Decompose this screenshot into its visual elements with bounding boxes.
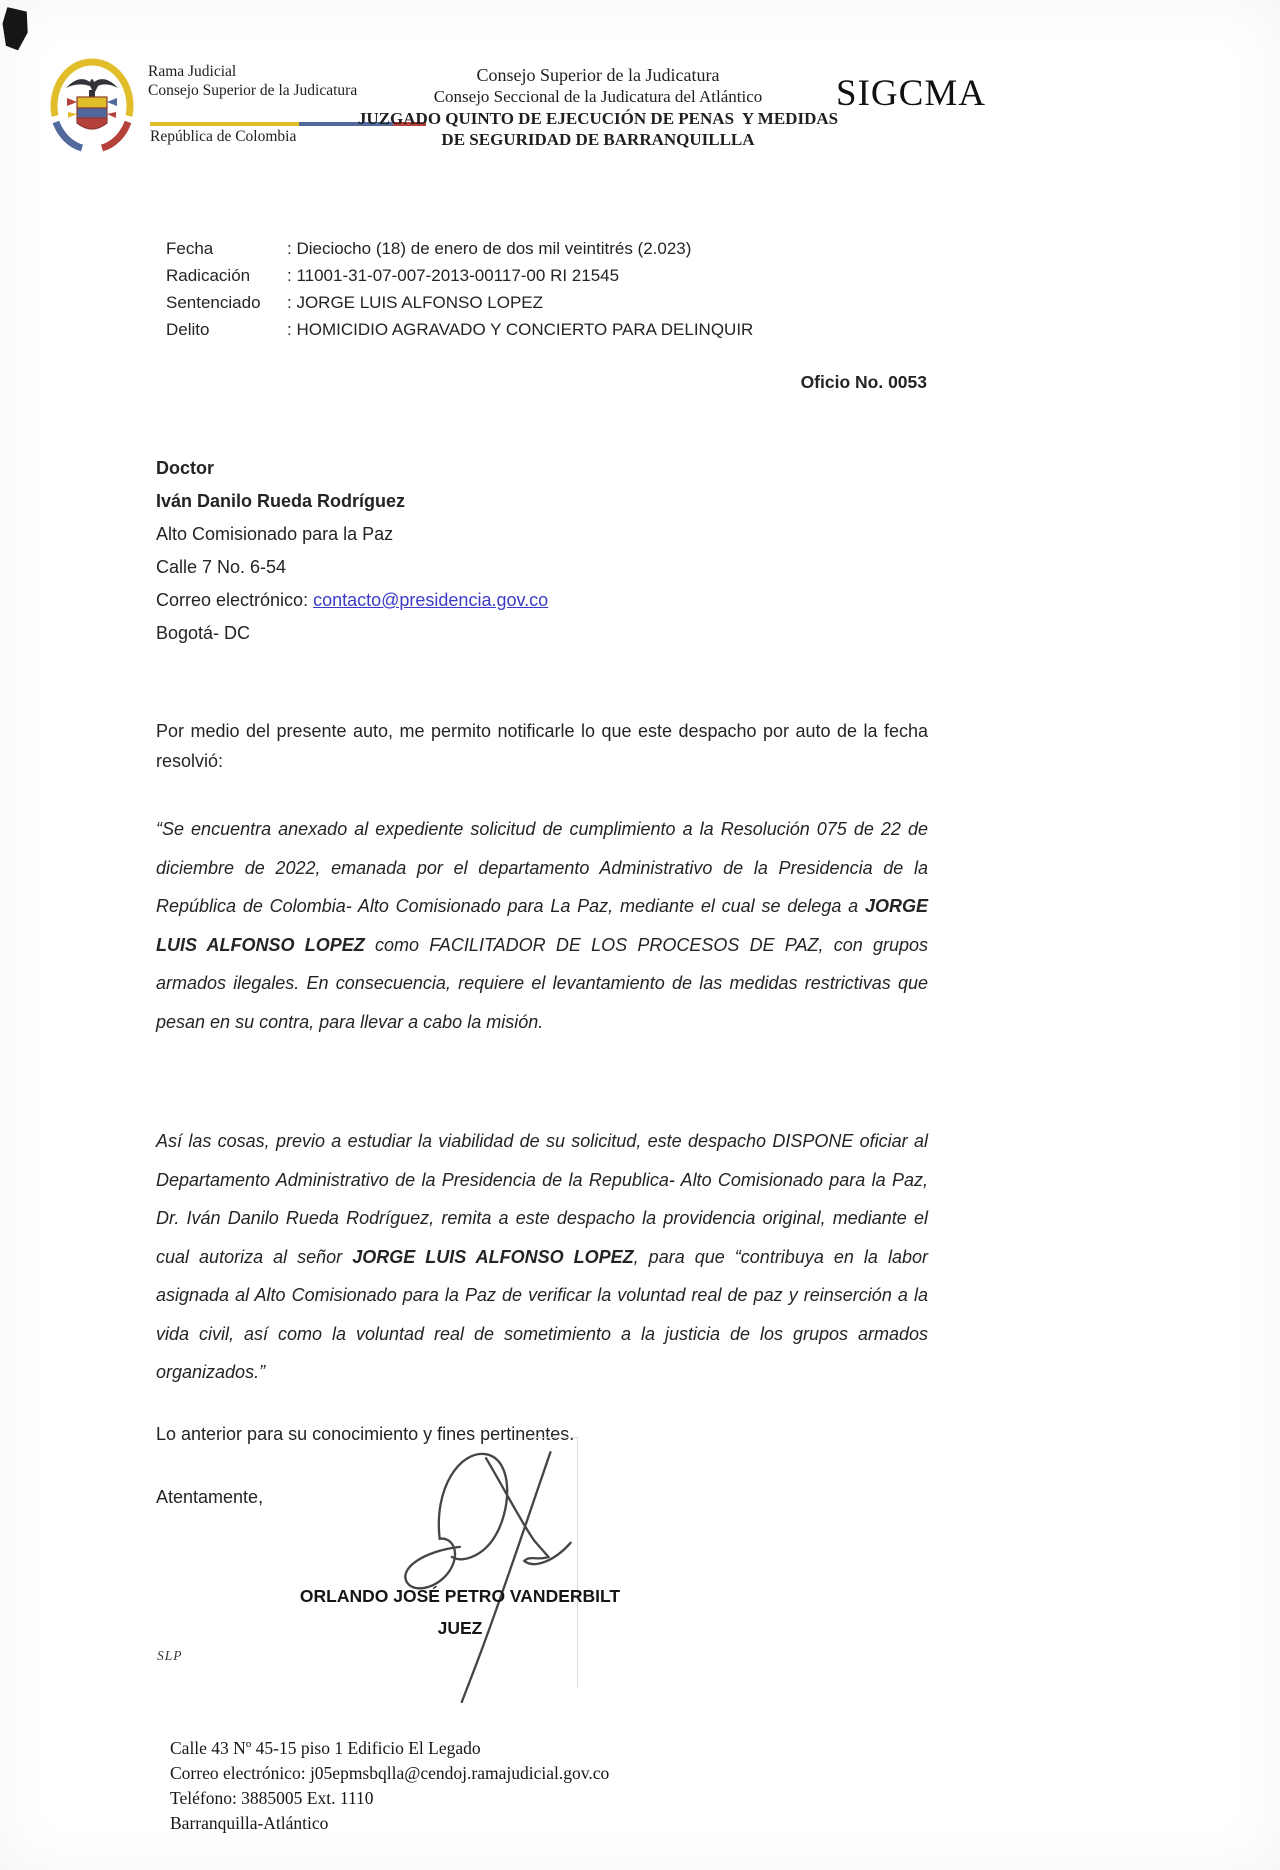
meta-row-radicacion [166, 262, 753, 289]
recipient-salutation: Doctor [156, 458, 214, 478]
header-center-court [352, 64, 844, 150]
meta-label: Radicación [166, 266, 251, 285]
header-left-institution [148, 62, 357, 100]
signer-title: JUEZ [437, 1618, 483, 1638]
clerk-initials: SLP [157, 1648, 183, 1663]
signer-name: ORLANDO JOSÉ PETRO VANDERBILT [299, 1586, 621, 1606]
closing-line: Lo anterior para su conocimiento y fines pertinentes. [156, 1424, 575, 1444]
quote-paragraph-2: Así las cosas, previo a estudiar la viabilidad de su solicitud, este despacho DISPONE oficiar al Departamento Administrativo de la Presidencia de la Republica- Alto Comisionado para la Paz, Dr. Iván Danilo Rueda Rodríguez, remita a este despacho la providencia original, mediante el cual autoriza al señor JORGE LUIS ALFONSO LOPEZ, para que “contribuya en la labor asignada al Alto Comisionado para la Paz de verificar la voluntad real de paz y reinserción a la vida civil, así como la voluntad real de sometimiento a la justicia de los grupos armados organizados.” [156, 1131, 928, 1382]
meta-value: : JORGE LUIS ALFONSO LOPEZ [287, 293, 544, 312]
recipient-email-line [156, 584, 548, 617]
recipient-role: Alto Comisionado para la Paz [156, 524, 394, 544]
court-footer-address [170, 1736, 609, 1836]
meta-label: Fecha [166, 239, 214, 258]
header-juzgado-line1: JUZGADO QUINTO DE EJECUCIÓN DE PENAS Y MEDIDAS [357, 109, 839, 128]
meta-value: : HOMICIDIO AGRAVADO Y CONCIERTO PARA DELINQUIR [287, 320, 754, 339]
footer-email-line: Correo electrónico: j05epmsbqlla@cendoj.ramajudicial.gov.co [170, 1763, 610, 1783]
header-consejo-seccional: Consejo Seccional de la Judicatura del Atlántico [433, 87, 763, 106]
scan-artifact [0, 7, 30, 51]
footer-city-line: Barranquilla-Atlántico [170, 1813, 329, 1833]
header-juzgado-line2: DE SEGURIDAD DE BARRANQUILLLA [441, 130, 755, 149]
meta-row-delito [166, 316, 753, 343]
header-consejo-superior: Consejo Superior de la Judicatura [148, 82, 358, 99]
handwritten-signature [358, 1428, 610, 1710]
recipient-block [156, 452, 548, 650]
header-republica-colombia: República de Colombia [150, 128, 297, 145]
intro-paragraph: Por medio del presente auto, me permito notificarle lo que este despacho por auto de la fecha resolvió: [156, 721, 928, 771]
meta-value: : Dieciocho (18) de enero de dos mil veintitrés (2.023) [287, 239, 692, 258]
colombia-coat-of-arms-logo [46, 54, 138, 156]
recipient-address: Calle 7 No. 6-54 [156, 557, 287, 577]
meta-value: : 11001-31-07-007-2013-00117-00 RI 21545 [287, 266, 620, 285]
oficio-number: Oficio No. 0053 [800, 372, 927, 392]
footer-phone-line: Teléfono: 3885005 Ext. 1110 [170, 1788, 374, 1808]
meta-row-fecha [166, 235, 753, 262]
recipient-email-link[interactable]: contacto@presidencia.gov.co [313, 590, 549, 610]
meta-label: Delito [166, 320, 210, 339]
sigcma-logo-text: SIGCMA [836, 73, 986, 114]
email-label: Correo electrónico: [156, 590, 314, 610]
header-consejo-superior-center: Consejo Superior de la Judicatura [476, 65, 720, 85]
case-metadata [166, 235, 753, 343]
meta-row-sentenciado [166, 289, 753, 316]
header-rama-judicial: Rama Judicial [148, 63, 237, 80]
salutation-line: Atentamente, [156, 1487, 264, 1507]
footer-address-line: Calle 43 Nº 45-15 piso 1 Edificio El Legado [170, 1738, 481, 1758]
recipient-city: Bogotá- DC [156, 623, 251, 643]
meta-label: Sentenciado [166, 293, 261, 312]
quote-paragraph-1: “Se encuentra anexado al expediente solicitud de cumplimiento a la Resolución 075 de 22 de diciembre de 2022, emanada por el departamento Administrativo de la Presidencia de la República de Colombia- Alto Comisionado para La Paz, mediante el cual se delega a JORGE LUIS ALFONSO LOPEZ como FACILITADOR DE LOS PROCESOS DE PAZ, con grupos armados ilegales. En consecuencia, requiere el levantamiento de las medidas restrictivas que pesan en su contra, para llevar a cabo la misión. [156, 819, 928, 1032]
recipient-name: Iván Danilo Rueda Rodríguez [156, 491, 406, 511]
